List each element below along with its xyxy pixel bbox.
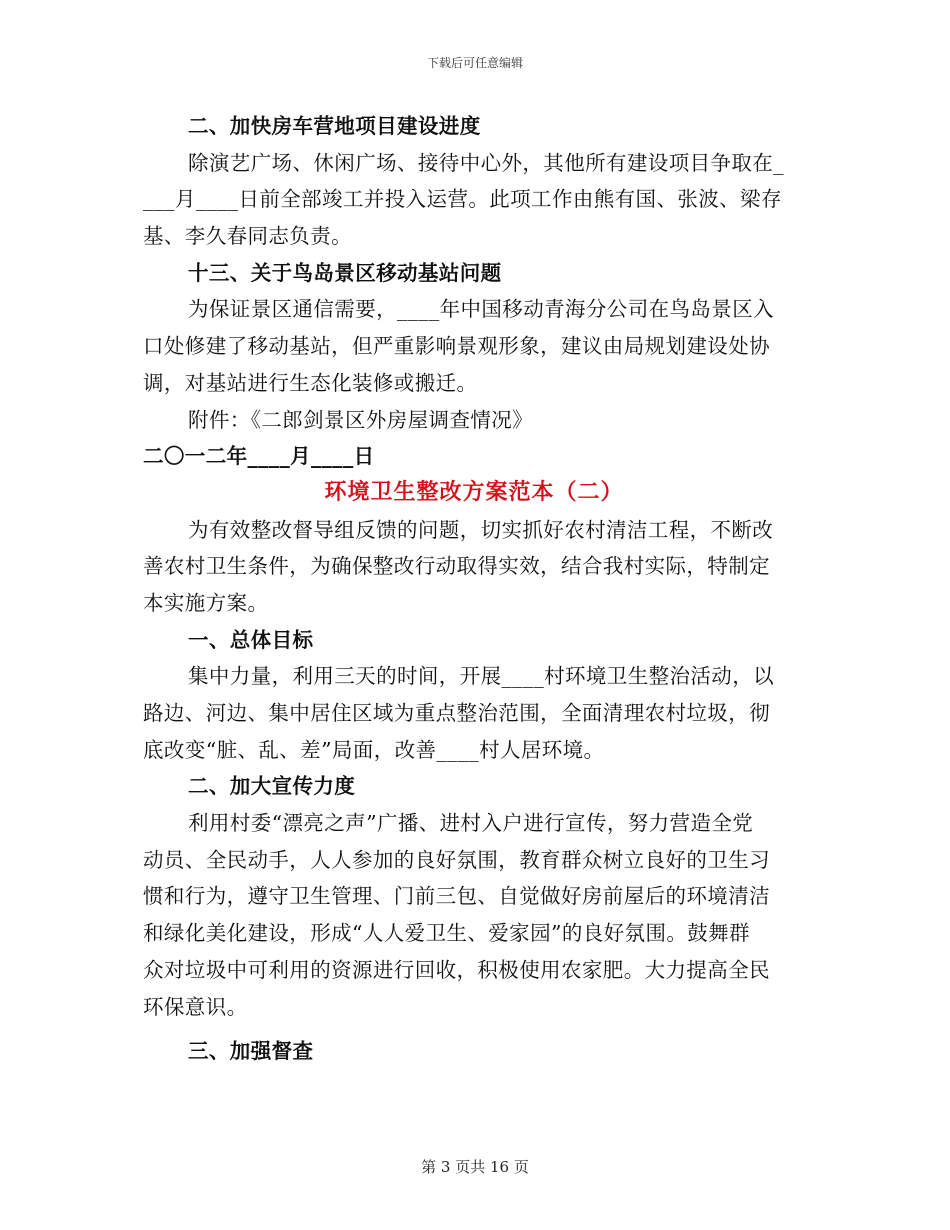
paragraph-line: 集中力量，利用三天的时间，开展____村环境卫生整治活动，以 <box>188 664 774 689</box>
document-body <box>143 108 805 1070</box>
paragraph-line: 为有效整改督导组反馈的问题，切实抓好农村清洁工程，不断改 <box>188 517 774 542</box>
section-heading: 二、加快房车营地项目建设进度 <box>188 114 481 138</box>
paragraph-line: 路边、河边、集中居住区域为重点整治范围，全面清理农村垃圾，彻 <box>143 701 770 725</box>
paragraph-line: 基、李久春同志负责。 <box>143 224 352 249</box>
date-line: 二〇一二年____月____日 <box>143 444 375 469</box>
paragraph-line: 动员、全民动手，人人参加的良好氛围，教育群众树立良好的卫生习 <box>143 847 770 872</box>
section-heading: 十三、关于鸟岛景区移动基站问题 <box>188 260 502 285</box>
paragraph-line: 善农村卫生条件，为确保整改行动取得实效，结合我村实际，特制定 <box>143 554 770 579</box>
section-heading: 二、加大宣传力度 <box>188 774 356 799</box>
page-header: 下载后可任意编辑 <box>426 56 523 70</box>
section-heading: 一、总体目标 <box>188 627 314 652</box>
page-footer: 第 3 页共 16 页 <box>421 1158 529 1176</box>
paragraph-line: 和绿化美化建设，形成“人人爱卫生、爱家园”的良好氛围。鼓舞群 <box>143 921 750 946</box>
paragraph-line: 众对垃圾中可利用的资源进行回收，积极使用农家肥。大力提高全民 <box>143 957 770 982</box>
paragraph-line: 惯和行为，遵守卫生管理、门前三包、自觉做好房前屋后的环境清洁 <box>143 884 770 909</box>
paragraph-line: 为保证景区通信需要，____年中国移动青海分公司在鸟岛景区入 <box>188 297 774 322</box>
paragraph-line: 利用村委“漂亮之声”广播、进村入户进行宣传，努力营造全党 <box>188 811 754 836</box>
paragraph-line: 口处修建了移动基站，但严重影响景观形象，建议由局规划建设处协 <box>143 334 770 359</box>
paragraph-line: 除演艺广场、休闲广场、接待中心外，其他所有建设项目争取在_ <box>188 150 784 175</box>
section-heading: 三、加强督查 <box>188 1039 314 1064</box>
paragraph-line: 底改变“脏、乱、差”局面，改善____村人居环境。 <box>143 737 605 762</box>
paragraph-line: ___月____日前全部竣工并投入运营。此项工作由熊有国、张波、梁存 <box>143 187 782 212</box>
paragraph-line: 调，对基站进行生态化装修或搬迁。 <box>143 370 478 395</box>
paragraph-line: 本实施方案。 <box>143 590 269 615</box>
attachment-line: 附件：《二郎剑景区外房屋调查情况》 <box>188 407 534 432</box>
document-title: 环境卫生整改方案范本（二） <box>324 479 624 505</box>
paragraph-line: 环保意识。 <box>143 994 248 1019</box>
